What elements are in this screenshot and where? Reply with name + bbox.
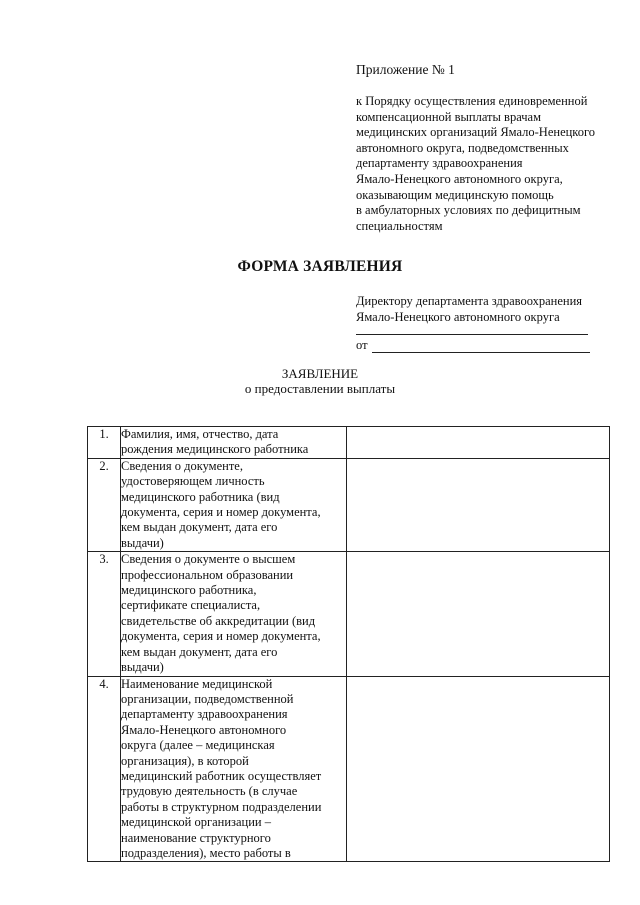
appendix-line: в амбулаторных условиях по дефицитным xyxy=(356,203,581,218)
from-blank-line[interactable] xyxy=(372,341,590,353)
row-description-line: выдачи) xyxy=(121,535,164,550)
row-value-cell[interactable] xyxy=(347,427,610,459)
addressee-block xyxy=(356,294,616,325)
row-description xyxy=(121,458,347,551)
table-row xyxy=(88,676,610,862)
row-description-line: рождения медицинского работника xyxy=(121,442,309,457)
appendix-line: компенсационной выплаты врачам xyxy=(356,109,541,124)
row-description-line: документа, серия и номер документа, xyxy=(121,505,321,520)
statement-subtitle: о предоставлении выплаты xyxy=(244,381,396,396)
row-description-line: подразделения), место работы в xyxy=(121,845,291,860)
row-description-line: трудовую деятельность (в случае xyxy=(121,784,298,799)
from-label: от xyxy=(356,338,368,352)
addressee-line: Директору департамента здравоохранения xyxy=(356,294,583,308)
row-description-line: медицинский работник осуществляет xyxy=(121,768,322,783)
table-row xyxy=(88,458,610,551)
row-description-line: Сведения о документе о высшем xyxy=(121,552,296,567)
row-description xyxy=(121,427,347,459)
application-form-table xyxy=(87,426,610,862)
row-description-line: организации, подведомственной xyxy=(121,691,294,706)
appendix-line: Ямало-Ненецкого автономного округа, xyxy=(356,171,563,186)
form-title: ФОРМА ЗАЯВЛЕНИЯ xyxy=(237,258,403,275)
row-description-line: Наименование медицинской xyxy=(121,676,273,691)
row-description-line: округа (далее – медицинская xyxy=(121,738,275,753)
appendix-line: оказывающим медицинскую помощь xyxy=(356,187,554,202)
appendix-line: специальностям xyxy=(356,218,443,233)
row-description-line: организация), в которой xyxy=(121,753,249,768)
row-description-line: удостоверяющем личность xyxy=(121,474,265,489)
row-description xyxy=(121,676,347,862)
row-description-line: кем выдан документ, дата его xyxy=(121,520,278,535)
row-description-line: департаменту здравоохранения xyxy=(121,707,288,722)
appendix-line: департаменту здравоохранения xyxy=(356,156,523,171)
table-row xyxy=(88,552,610,676)
row-description-line: Сведения о документе, xyxy=(121,458,243,473)
row-description-line: наименование структурного xyxy=(121,830,271,845)
appendix-title: Приложение № 1 xyxy=(356,62,455,77)
row-number: 1. xyxy=(88,427,121,459)
row-description-line: сертификате специалиста, xyxy=(121,598,261,613)
appendix-line: медицинских организаций Ямало-Ненецкого xyxy=(356,125,596,140)
row-number: 2. xyxy=(88,458,121,551)
appendix-line: к Порядку осуществления единовременной xyxy=(356,94,588,108)
row-value-cell[interactable] xyxy=(347,676,610,862)
row-description-line: свидетельстве об аккредитации (вид xyxy=(121,613,316,628)
addressee-line: Ямало-Ненецкого автономного округа xyxy=(356,309,560,324)
row-number: 4. xyxy=(88,676,121,862)
row-description-line: Ямало-Ненецкого автономного xyxy=(121,722,287,737)
row-description xyxy=(121,552,347,676)
table-row xyxy=(88,427,610,459)
row-description-line: Фамилия, имя, отчество, дата xyxy=(121,427,279,441)
statement-heading xyxy=(0,366,640,396)
row-description-line: медицинской организации – xyxy=(121,815,271,830)
from-field xyxy=(356,338,590,353)
appendix-description xyxy=(356,94,626,234)
row-description-line: кем выдан документ, дата его xyxy=(121,644,278,659)
appendix-line: автономного округа, подведомственных xyxy=(356,140,569,155)
row-description-line: медицинского работника, xyxy=(121,583,257,598)
row-description-line: выдачи) xyxy=(121,660,164,675)
row-description-line: документа, серия и номер документа, xyxy=(121,629,321,644)
row-description-line: профессиональном образовании xyxy=(121,567,294,582)
row-value-cell[interactable] xyxy=(347,552,610,676)
addressee-blank-line[interactable] xyxy=(356,334,588,335)
row-description-line: работы в структурном подразделении xyxy=(121,799,322,814)
row-value-cell[interactable] xyxy=(347,458,610,551)
statement-title: ЗАЯВЛЕНИЕ xyxy=(281,366,359,381)
row-number: 3. xyxy=(88,552,121,676)
row-description-line: медицинского работника (вид xyxy=(121,489,280,504)
